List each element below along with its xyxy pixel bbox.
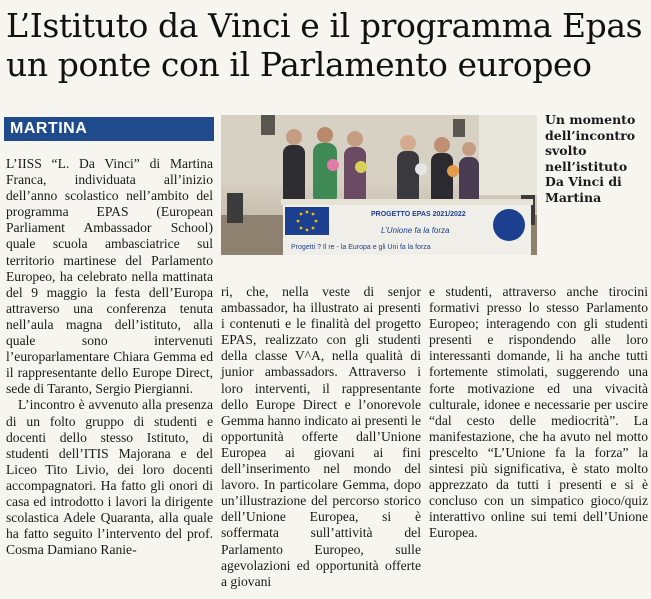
article-column-1: [6, 156, 213, 558]
paragraph: ri, che, nella veste di senjor ambassador, ha illustrato ai presenti i contenuti e le finalità del progetto EPAS, realizzato con gli studenti della classe V^A, nella qualità di junior ambassadors. Attraverso i loro interventi, il rappresentante dello Europe Direct e l’onorevole Gemma hanno indicato ai presenti le opportunità offerte dall’Unione Europea ai giovani ai fini dell’inserimento nel mondo del lavoro. In particolare Gemma, dopo un’illustrazione del percorso storico dell’Unione Europea, si è soffermata sull’attività del Parlamento Europeo, sulle agevolazioni ed opportunità offerte a giovani: [221, 284, 421, 589]
table-top: [281, 199, 533, 205]
headline-line-1: L’Istituto da Vinci e il programma Epas: [6, 6, 643, 45]
paragraph: e studenti, attraverso anche tirocini formativi presso lo stesso Parlamento Europeo; interagendo con gli studenti presenti e rispondendo alle loro interessanti domande, li ha anche tutti fortemente stimolati, suggerendo una forte motivazione ed una vivacità culturale, idonee e necessarie per uscire “dal cesto delle mediocrità”. La manifestazione, che ha avuto nel motto prescelto “L’Unione fa la forza” la sintesi più significativa, è stato molto apprezzato da tutti i presenti e si è concluso con un simpatico gioco/quiz interattivo online sui temi dell’Unione Europea.: [429, 284, 648, 541]
headline: [6, 6, 646, 84]
chair-left: [227, 193, 243, 223]
section-kicker: MARTINA: [4, 117, 214, 141]
banner-slogan: L’Unione fa la forza: [381, 226, 450, 235]
paragraph: L’IISS “L. Da Vinci” di Martina Franca, individuata all’inizio dell’anno scolastico nell’ambito del programma EPAS (European Parliament Ambassador School) quale scuola ambasciatrice sul territorio martinese del Parlamento Europeo, ha celebrato nella mattinata del 9 maggio la festa dell’Europa attraverso una conferenza tenuta nell’aula magna dell’istituto, alla quale sono intervenuti l’europarlamentare Chiara Gemma ed il rappresentante dello Europe Direct, sede di Taranto, Sergio Piergianni.: [6, 156, 213, 397]
photo-caption: Un momento dell’incontro svolto nell’istituto Da Vinci di Martina: [545, 112, 636, 205]
paragraph: L’incontro è avvenuto alla presenza di un folto gruppo di studenti e docenti dello stesso Istituto, di studenti dell’ITIS Majorana e del Liceo Tito Livio, dei loro docenti accompagnatori. Ha fatto gli onori di casa ed introdotto i lavori la dirigente scolastica Adele Quaranta, alla quale ha fatto seguito l’intervento del prof. Cosma Damiano Ranie-: [6, 397, 213, 558]
article-column-3: [429, 284, 648, 542]
window: [479, 115, 537, 195]
banner-bottom-text: Progetti ? Il re - la Europa e gli Uni fa la forza: [291, 244, 431, 251]
article-photo: [221, 115, 537, 255]
school-logo-icon: [493, 209, 525, 241]
headline-line-2: un ponte con il Parlamento europeo: [6, 45, 592, 84]
article-column-2: [221, 284, 421, 590]
speaker-right: [453, 119, 465, 137]
banner-title: PROGETTO EPAS 2021/2022: [371, 211, 466, 218]
speaker-left: [261, 115, 275, 135]
photo-illustration: [221, 115, 537, 255]
